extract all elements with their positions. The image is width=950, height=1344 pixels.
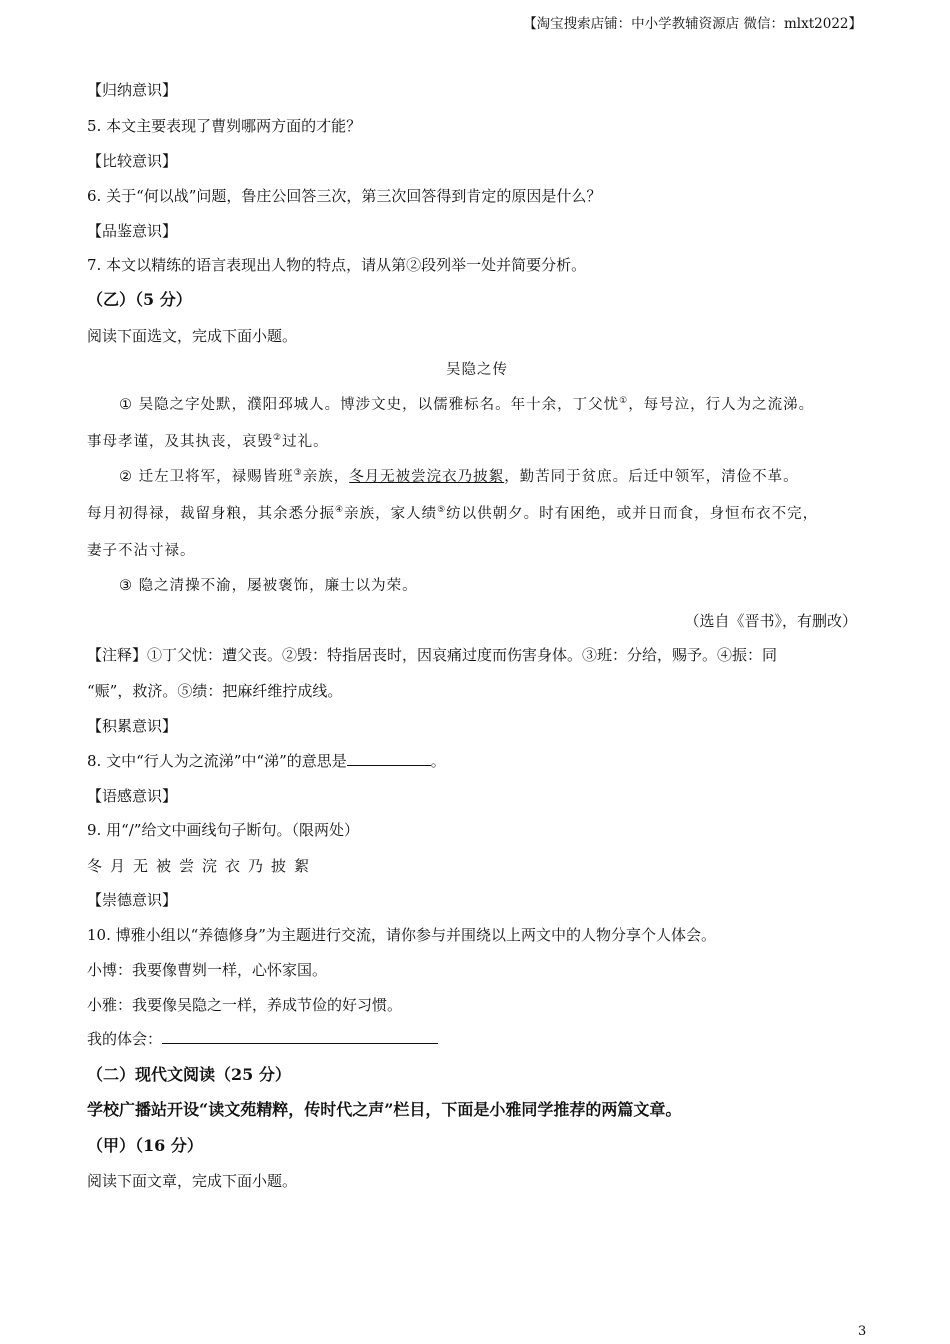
section-heading: （二）现代文阅读（25 分） [87,1065,291,1084]
passage-paragraph-3: ③ 隐之清操不渝，屡被褒饰，廉士以为荣。 [119,578,418,594]
answer-blank [162,1029,438,1044]
dialogue-line: 小博：我要像曹刿一样，心怀家国。 [87,961,328,979]
part-heading: （甲）（16 分） [87,1136,203,1155]
sentence-to-punctuate: 冬月无被尝浣衣乃披絮 [87,857,318,875]
section-intro: 学校广播站开设“读文苑精粹，传时代之声”栏目，下面是小雅同学推荐的两篇文章。 [87,1100,682,1119]
part-heading: （乙）（5 分） [87,290,192,309]
instruction: 阅读下面文章，完成下面小题。 [87,1172,298,1190]
passage-paragraph-2-cont: 每月初得禄，裁留身粮，其余悉分振④亲族，家人绩⑤纺以供朝夕。时有困绝，或并日而食，身恒布衣不完， [87,505,819,522]
page-header: 【淘宝搜索店铺：中小学教辅资源店 微信：mlxt2022】 [523,16,862,32]
page-number: 3 [858,1324,867,1339]
annotation-cont: “赈”，救济。⑤绩：把麻纤维拧成线。 [87,682,343,700]
source-citation: （选自《晋书》，有删改） [684,612,857,630]
question-9: 9. 用“/”给文中画线句子断句。（限两处） [87,821,359,839]
answer-blank [347,751,431,766]
passage-title: 吴隐之传 [446,362,508,378]
section-label: 【比较意识】 [87,152,178,170]
question-10: 10. 博雅小组以“养德修身”为主题进行交流，请你参与并围绕以上两文中的人物分享个人体会。 [87,926,716,944]
question-8: 8. 文中“行人为之流涕”中“涕”的意思是 。 [87,752,446,770]
section-label: 【品鉴意识】 [87,222,178,240]
passage-paragraph-2: ② 迁左卫将军，禄赐皆班③亲族，冬月无被尝浣衣乃披絮，勤苦同于贫庶。后迁中领军，清俭不革。 [119,468,799,485]
passage-paragraph-2-end: 妻子不沾寸禄。 [87,543,196,559]
question-6: 6. 关于“何以战”问题，鲁庄公回答三次，第三次回答得到肯定的原因是什么？ [87,187,602,205]
section-label: 【归纳意识】 [87,81,178,99]
passage-paragraph-1: ① 吴隐之字处默，濮阳邳城人。博涉文史，以儒雅标名。年十余，丁父忧①，每号泣，行人为之流涕。 [119,396,815,413]
my-response: 我的体会： [87,1029,438,1049]
section-label: 【语感意识】 [87,787,178,805]
annotation: 【注释】①丁父忧：遭父丧。②毁：特指居丧时，因哀痛过度而伤害身体。③班：分给，赐予。④振：同 [87,646,778,664]
question-7: 7. 本文以精练的语言表现出人物的特点，请从第②段列举一处并简要分析。 [87,256,587,274]
instruction: 阅读下面选文，完成下面小题。 [87,327,298,345]
question-5: 5. 本文主要表现了曹刿哪两方面的才能？ [87,117,362,135]
dialogue-line: 小雅：我要像吴隐之一样，养成节俭的好习惯。 [87,996,403,1014]
underlined-sentence: 冬月无被尝浣衣乃披絮 [349,469,505,485]
section-label: 【崇德意识】 [87,891,178,909]
passage-paragraph-1-cont: 事母孝谨，及其执丧，哀毁②过礼。 [87,433,329,450]
section-label: 【积累意识】 [87,717,178,735]
